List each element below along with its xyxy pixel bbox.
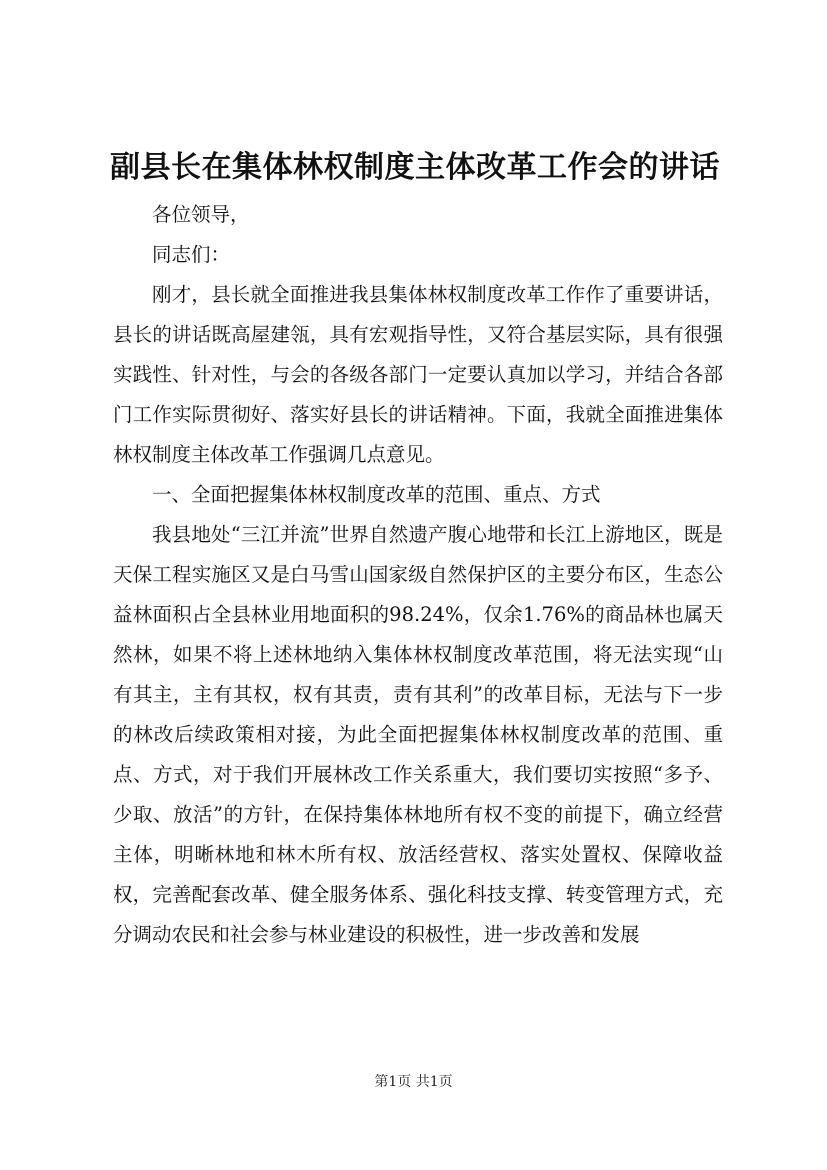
paragraph-section-1: 我县地处“三江并流”世界自然遗产腹心地带和长江上游地区，既是天保工程实施区又是白马雪山国家级自然保护区的主要分布区，生态公益林面积占全县林业用地面积的98.24%，仅余1.76%的商品林也属天然林，如果不将上述林地纳入集体林权制度改革范围，将无法实现“山有其主，主有其权，权有其责，责有其利”的改革目标，无法与下一步的林改后续政策相对接，为此全面把握集体林权制度改革的范围、重点、方式，对于我们开展林改工作关系重大，我们要切实按照“多予、少取、放活”的方针，在保持集体林地所有权不变的前提下，确立经营主体，明晰林地和林木所有权、放活经营权、落实处置权、保障收益权，完善配套改革、健全服务体系、强化科技支撑、转变管理方式，充分调动农民和社会参与林业建设的积极性，进一步改善和发展 bbox=[113, 523, 723, 946]
page-number-label: 第1页 共1页 bbox=[374, 1074, 453, 1090]
page-footer bbox=[0, 1072, 827, 1092]
salutation-leaders: 各位领导， bbox=[152, 203, 250, 226]
section-heading-1: 一、全面把握集体林权制度改革的范围、重点、方式 bbox=[152, 483, 601, 506]
document-title: 副县长在集体林权制度主体改革工作会的讲话 bbox=[110, 150, 720, 185]
salutation-comrades: 同志们： bbox=[152, 243, 231, 266]
document-body bbox=[113, 195, 723, 955]
paragraph-intro: 刚才，县长就全面推进我县集体林权制度改革工作作了重要讲话，县长的讲话既高屋建瓴，具有宏观指导性，又符合基层实际，具有很强实践性、针对性，与会的各级各部门一定要认真加以学习，并结合各部门工作实际贯彻好、落实好县长的讲话精神。下面，我就全面推进集体林权制度主体改革工作强调几点意见。 bbox=[113, 283, 723, 466]
